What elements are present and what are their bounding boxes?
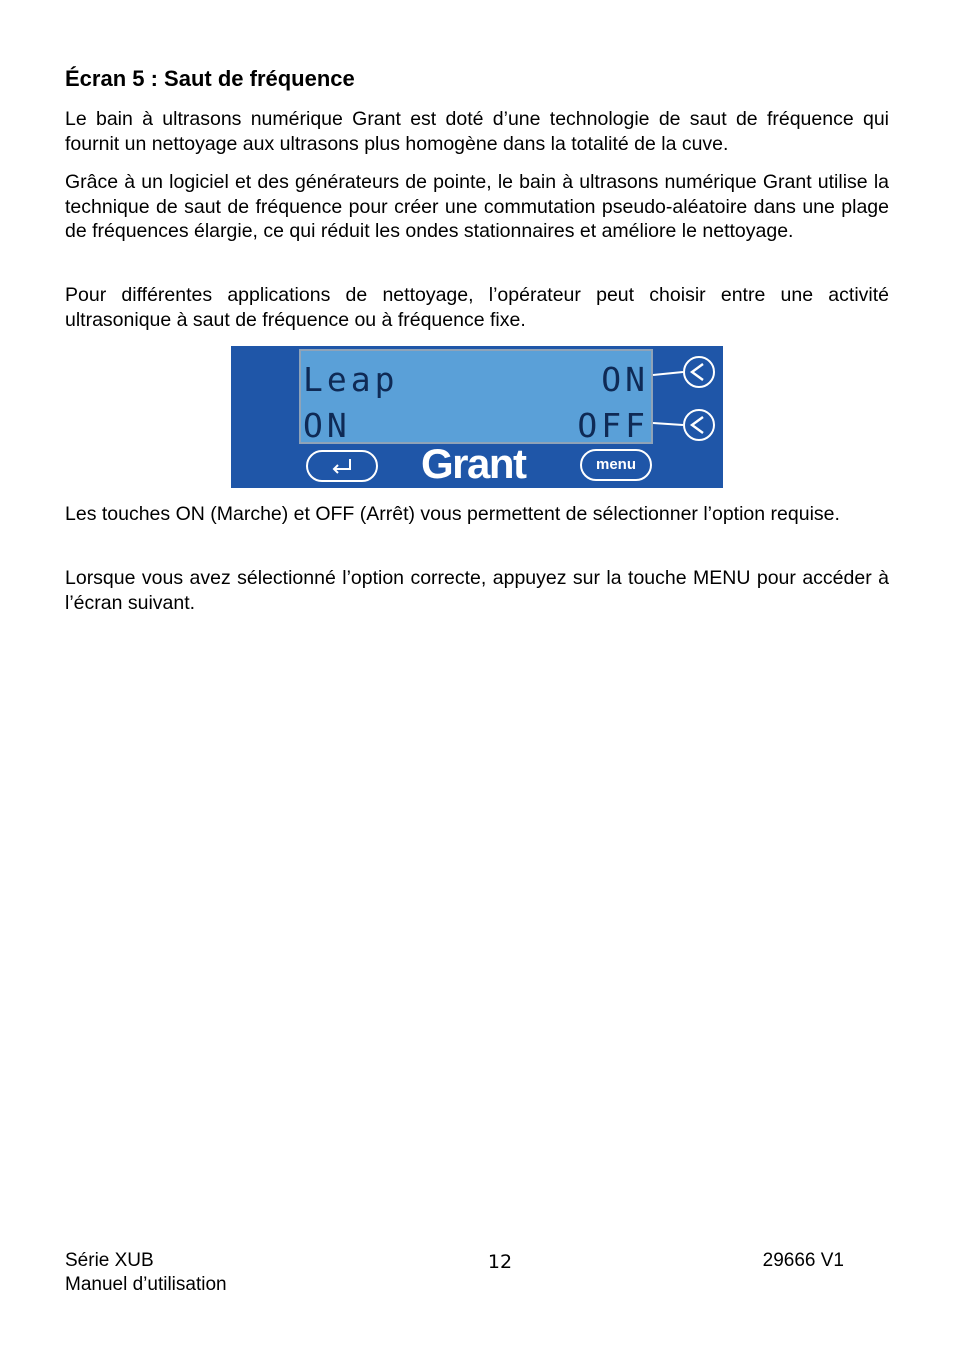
menu-button[interactable]: menu (580, 449, 652, 481)
paragraph-intro: Le bain à ultrasons numérique Grant est doté d’une technologie de saut de fréquence qui fournit un nettoyage aux ultrasons plus homogène dans la totalité de la cuve. (65, 108, 889, 155)
chevron-left-icon (685, 358, 713, 386)
page-number: 12 (487, 1251, 513, 1273)
paragraph-keys: Les touches ON (Marche) et OFF (Arrêt) vous permettent de sélectionner l’option requise. (65, 503, 840, 525)
footer-manual: Manuel d’utilisation (65, 1274, 227, 1295)
paragraph-choice: Pour différentes applications de nettoyage, l’opérateur peut choisir entre une activité ultrasonique à saut de fréquence ou à fréquence fixe. (65, 284, 889, 331)
section-heading: Écran 5 : Saut de fréquence (65, 66, 355, 91)
lcd-line1-value: ON (601, 360, 649, 399)
lcd-line2-value: OFF (577, 406, 649, 445)
lcd-line1-label: Leap (303, 360, 399, 399)
line1-select-button[interactable] (683, 356, 715, 388)
control-panel-illustration (231, 346, 723, 488)
lcd-line2-label: ON (303, 406, 351, 445)
brand-logo: Grant (421, 440, 526, 487)
paragraph-menu: Lorsque vous avez sélectionné l’option correcte, appuyez sur la touche MENU pour accéder à l’écran suivant. (65, 567, 889, 614)
line2-select-button[interactable] (683, 409, 715, 441)
enter-button[interactable] (306, 450, 378, 482)
footer-series: Série XUB (65, 1250, 154, 1271)
chevron-left-icon (685, 411, 713, 439)
footer-left (65, 1249, 227, 1297)
paragraph-technique: Grâce à un logiciel et des générateurs de pointe, le bain à ultrasons numérique Grant utilise la technique de saut de fréquence pour créer une commutation pseudo-aléatoire dans une plage de fréquences élargie, ce qui réduit les ondes stationnaires et améliore le nettoyage. (65, 171, 889, 242)
document-reference: 29666 V1 (762, 1250, 844, 1271)
enter-icon (308, 452, 376, 480)
